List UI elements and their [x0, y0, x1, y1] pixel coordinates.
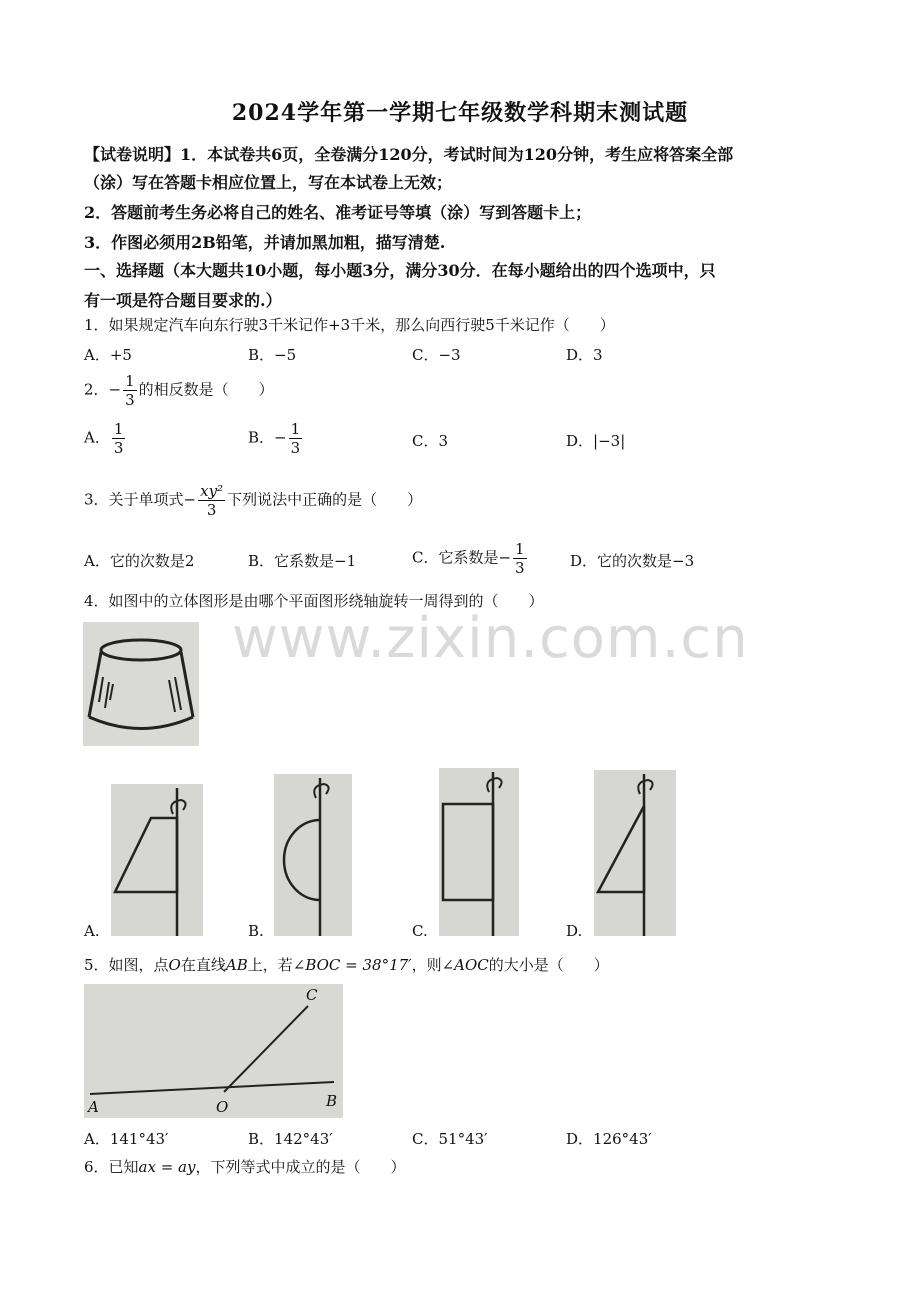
q3-option-c-den: 3 — [515, 559, 525, 577]
q5-ray-oc-drawing — [224, 1006, 308, 1092]
q4-option-d-figure — [594, 770, 676, 936]
q3-option-a: A．它的次数是2 — [84, 552, 195, 570]
q6-stem-a: 6．已知 — [84, 1158, 139, 1176]
q2-option-a-fraction — [112, 420, 126, 457]
q2-frac-num: 1 — [125, 372, 135, 390]
q5-angle-aoc: ∠AOC — [441, 956, 489, 974]
q5-stem-d: ，则 — [411, 956, 442, 974]
q2-option-a-den: 3 — [113, 439, 124, 457]
q2-suffix: 的相反数是（ ） — [138, 380, 274, 399]
section-heading-line-2: 有一项是符合题目要求的.） — [84, 291, 282, 310]
q3-option-b: B．它系数是−1 — [248, 552, 357, 570]
q4-option-d-label: D. — [566, 922, 583, 940]
q3-option-c — [412, 540, 529, 577]
q1-option-a: A．+5 — [84, 346, 132, 364]
q4-option-a-figure — [111, 784, 203, 936]
q5-option-c: C．51°43′ — [412, 1130, 488, 1148]
q5-angle-boc: ∠BOC = 38°17′ — [292, 956, 412, 974]
q3-option-c-num: 1 — [515, 540, 525, 558]
q3-suffix: 下列说法中正确的是（ ） — [227, 490, 423, 509]
q5-option-d: D．126°43′ — [566, 1130, 652, 1148]
q2-option-b-den: 3 — [290, 439, 301, 457]
q2-option-d-value: |−3| — [593, 432, 626, 450]
q4-option-c-figure — [439, 768, 519, 936]
q5-stem-a: 5．如图，点 — [84, 956, 169, 974]
q4-solid-figure — [83, 622, 199, 746]
q5-line-ab-drawing — [90, 1082, 334, 1094]
q3-fraction — [198, 482, 225, 519]
q2-option-a-num: 1 — [113, 420, 124, 438]
q3-frac-den: 3 — [206, 501, 217, 519]
instructions-line-1: 【试卷说明】1．本试卷共6页，全卷满分120分，考试时间为120分钟，考生应将答案全部 — [84, 145, 734, 164]
q6-stem-b: ，下列等式中成立的是（ ） — [195, 1158, 406, 1176]
q5-option-b: B．142°43′ — [248, 1130, 333, 1148]
q2-option-d — [566, 430, 625, 451]
q2-option-a — [84, 420, 127, 457]
section-heading-line-1: 一、选择题（本大题共10小题，每小题3分，满分30分．在每小题给出的四个选项中，只 — [84, 261, 716, 280]
q2-prefix: 2．− — [84, 380, 122, 399]
q2-fraction — [123, 372, 137, 409]
q3-stem — [84, 482, 422, 519]
q4-stem: 4．如图中的立体图形是由哪个平面图形绕轴旋转一周得到的（ ） — [84, 592, 544, 610]
q3-option-c-fraction — [513, 540, 527, 577]
q2-option-c: C．3 — [412, 432, 449, 450]
q2-frac-den: 3 — [125, 391, 135, 409]
q1-stem: 1．如果规定汽车向东行驶3千米记作+3千米，那么向西行驶5千米记作（ ） — [84, 316, 615, 334]
q5-point-o: O — [168, 956, 181, 974]
q5-line-ab: AB — [225, 956, 248, 974]
q5-option-a: A．141°43′ — [84, 1130, 169, 1148]
instructions-line-4: 3．作图必须用2B铅笔，并请加黑加粗，描写清楚. — [84, 233, 446, 252]
q2-stem — [84, 372, 274, 409]
q5-label-b: B — [326, 1092, 338, 1110]
q4-option-b-figure — [274, 774, 352, 936]
q2-option-b-label: B．− — [248, 428, 287, 447]
q5-stem-c: 上，若 — [247, 956, 293, 974]
q3-option-c-label: C．它系数是− — [412, 548, 512, 567]
q2-option-a-label: A． — [84, 428, 110, 447]
q4-option-a-label: A. — [84, 922, 100, 940]
q1-option-d: D．3 — [566, 346, 603, 364]
instructions-line-2: （涂）写在答题卡相应位置上，写在本试卷上无效； — [84, 173, 453, 192]
q5-label-c: C — [306, 986, 318, 1004]
q4-option-b-label: B. — [248, 922, 264, 940]
instructions-line-3: 2．答题前考生务必将自己的姓名、准考证号等填（涂）写到答题卡上； — [84, 203, 592, 222]
q1-option-b: B．−5 — [248, 346, 297, 364]
page-title: 2024学年第一学期七年级数学科期末测试题 — [231, 100, 689, 126]
q2-option-b — [248, 420, 304, 457]
q2-option-b-fraction — [289, 420, 303, 457]
q5-label-a: A — [88, 1098, 99, 1116]
q5-label-o: O — [216, 1098, 229, 1116]
q5-stem-b: 在直线 — [180, 956, 226, 974]
q3-prefix: 3．关于单项式− — [84, 490, 197, 509]
q3-frac-num: xy² — [200, 482, 224, 500]
q6-stem — [84, 1156, 406, 1177]
q5-angle-figure — [84, 984, 343, 1118]
watermark: www.zixin.com.cn — [232, 606, 749, 671]
q2-option-d-label: D． — [566, 432, 594, 450]
q2-option-b-num: 1 — [290, 420, 301, 438]
q6-expression: ax = ay — [138, 1158, 196, 1176]
q3-option-d: D．它的次数是−3 — [570, 552, 695, 570]
q5-stem-e: 的大小是（ ） — [488, 956, 609, 974]
q5-stem — [84, 954, 609, 975]
q1-option-c: C．−3 — [412, 346, 461, 364]
q4-option-c-label: C. — [412, 922, 428, 940]
